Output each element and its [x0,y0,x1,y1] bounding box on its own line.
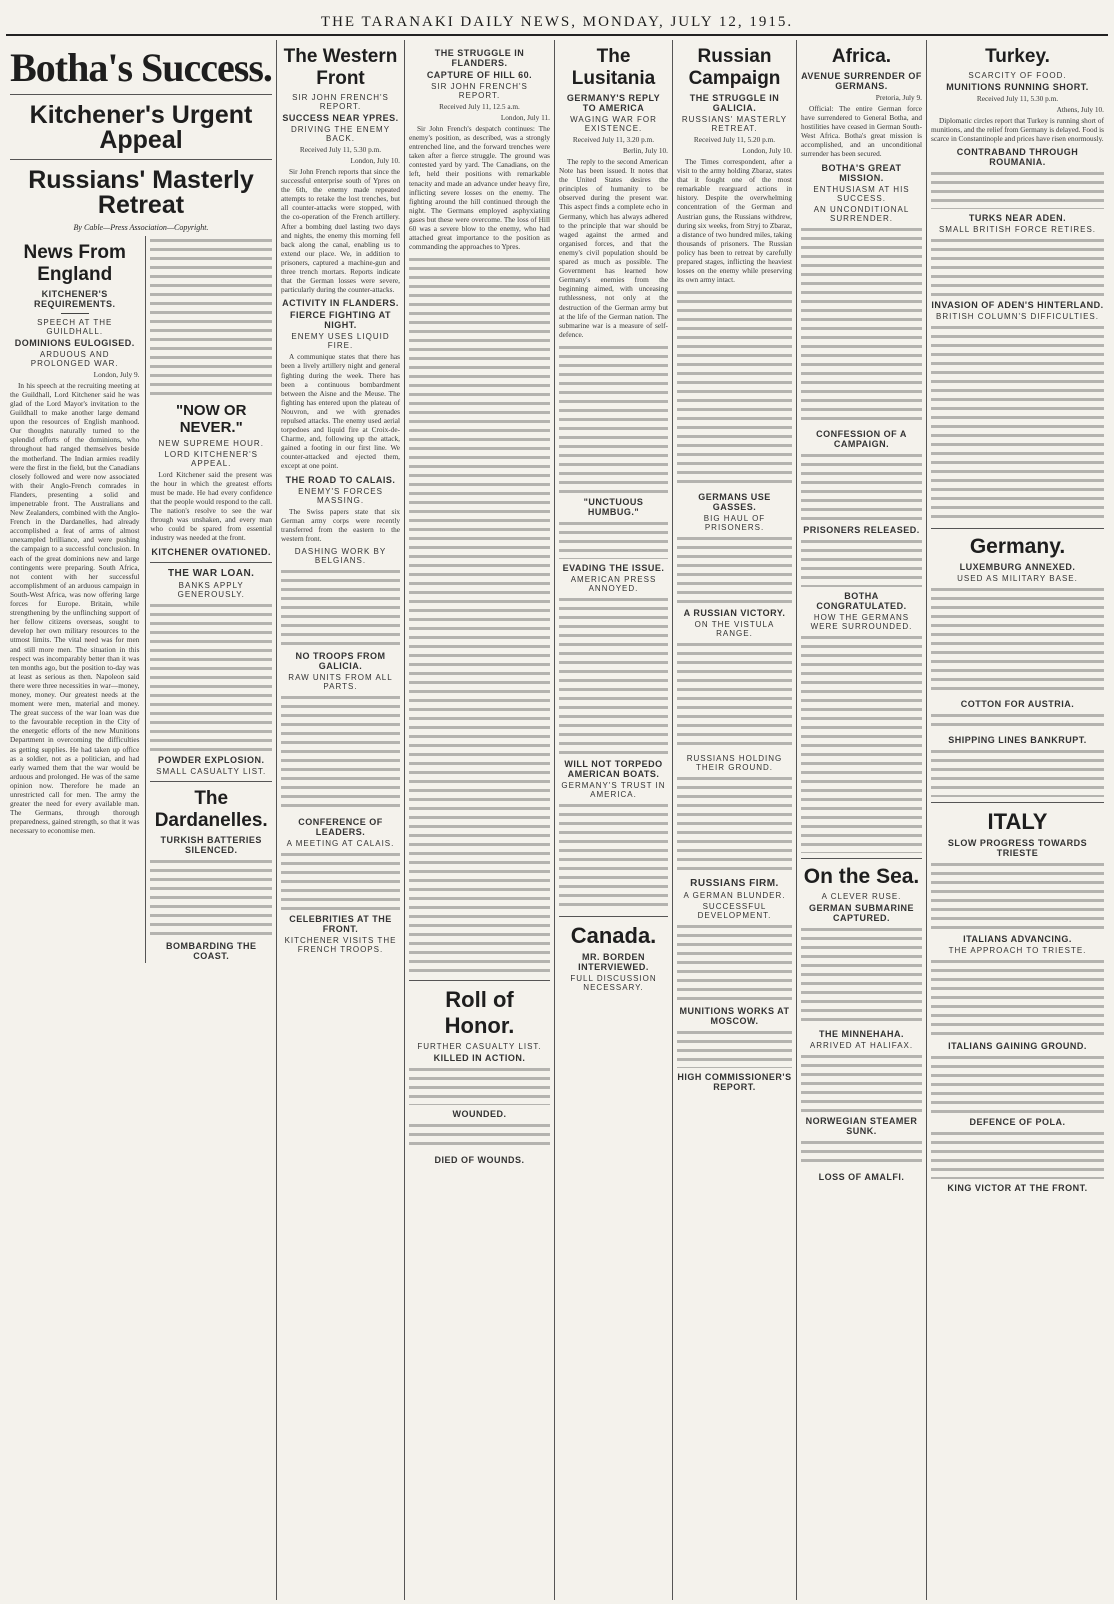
newspaper-page [6,40,1108,1600]
sub-heading: WAGING WAR FOR EXISTENCE. [570,115,657,133]
sub-heading: SCARCITY OF FOOD. [968,71,1067,80]
sub-heading: AMERICAN PRESS ANNOYED. [570,574,657,593]
sub-heading: FIERCE FIGHTING AT NIGHT. [290,310,391,331]
sub-heading: A MEETING AT CALAIS. [286,838,395,848]
article-body: Sir John French's despatch continues: The enemy's position, as described, was a strongly entrenched line, and the forward trenches were taken after a fierce struggle. The ground was contested yard by yard. The Canadians, on the left, held their positions with remarkable tenacity and made an advance under heavy fire, inflicting severe losses on the enemy. The fighting around the hill continued through the night. The Germans employed asphyxiating gases but these were overcome. The loss of Hill 60 was a severe blow to the enemy, who had attached great importance to the position as commanding the approaches to Ypres. [409,124,550,252]
headline-russians-retreat: Russians' Masterly Retreat [28,165,254,220]
article-body: Lord Kitchener said the present was the hour in which the greatest efforts must be made. He had every confidence that the people would respond to the call. The nation's resolve to see the war through was unshaken, and every man who could be spared from essential industry was needed at the front. [150,469,272,543]
sub-heading: ITALIANS ADVANCING. [963,934,1072,945]
sub-heading: A GERMAN BLUNDER. [683,891,786,901]
article-continued [677,534,792,604]
roll-of-honor-heading: Roll of Honor. [444,987,515,1039]
article-continued [677,640,792,750]
sub-heading: A RUSSIAN VICTORY. [683,608,786,619]
sub-heading: KITCHENER'S REQUIREMENTS. [33,288,116,309]
headline-bothas-success: Botha's Success. [10,45,272,90]
sub-heading: FULL DISCUSSION NECESSARY. [570,973,657,992]
article-body: Official: The entire German force have surrendered to General Botha, and hostilities have ceased in German South-West Africa. Botha's great mission is accomplished, and an unconditional surrender has been secured. [801,104,922,159]
sub-heading: LUXEMBURG ANNEXED. [959,562,1076,573]
dateline: Berlin, July 10. [623,146,668,155]
africa-heading: Africa. [831,46,892,67]
article-continued [801,537,922,587]
sub-heading: DOMINIONS EULOGISED. [14,337,135,348]
sub-heading: BIG HAUL OF PRISONERS. [703,514,766,533]
sub-heading: GERMANS USE GASSES. [698,492,771,513]
headline-kitchener-appeal: Kitchener's Urgent Appeal [29,100,253,155]
sub-heading: ON THE VISTULA RANGE. [694,620,775,639]
turkey-heading: Turkey. [985,46,1050,67]
received-line: Received July 11, 12.5 a.m. [439,102,520,111]
sub-heading: SIR JOHN FRENCH'S REPORT. [431,82,528,100]
war-loan-heading: THE WAR LOAN. [167,567,255,579]
article-continued [409,1121,550,1151]
sub-heading: WOUNDED. [452,1109,507,1120]
column-1 [6,40,276,1600]
sub-heading: PRISONERS RELEASED. [803,524,920,535]
article-body: The Times correspondent, after a visit to the army holding Zbaraz, states that it fought one of the most remarkable rearguard actions in history. Despite the overwhelming concentration of the German and Austrian guns, the Russians withdrew, during six weeks, from Stryj to Zbaraz, a distance of two hundred miles, taking thousands of prisoners. The Russian policy has been to retreat by carefully prepared stages, inflicting the heaviest losses on the enemy while preserving its own army intact. [677,157,792,285]
received-line: Received July 11, 5.30 p.m. [976,94,1059,103]
received-line: Received July 11, 3.20 p.m. [572,135,655,144]
sub-heading: INVASION OF ADEN'S HINTERLAND. [931,300,1104,311]
sub-heading: HOW THE GERMANS WERE SURROUNDED. [810,612,913,631]
sub-heading: USED AS MILITARY BASE. [957,574,1078,584]
received-line: Received July 11, 5.30 p.m. [299,145,382,154]
dateline: London, July 10. [742,146,792,155]
sub-heading: A CLEVER RUSE. [821,891,902,901]
sub-heading: SIR JOHN FRENCH'S REPORT. [292,93,389,111]
sub-heading: RAW UNITS FROM ALL PARTS. [288,672,393,691]
article-continued [409,255,550,975]
article-continued [801,633,922,853]
sub-heading: SHIPPING LINES BANKRUPT. [948,735,1087,746]
sub-heading: AVENUE SURRENDER OF GERMANS. [801,71,922,91]
sub-heading: DEFENCE OF POLA. [969,1117,1066,1128]
article-continued [931,169,1104,209]
russian-campaign-heading: Russian Campaign [688,46,781,89]
on-the-sea-heading: On the Sea. [803,864,920,888]
article-body: A communique states that there has been a lively artillery night and general fighting during the week. There has been a continuous bombardment between the Aisne and the Meuse. The fighting has entered upon the plateau of Nouvron, and we with grenades repulsed attacks. The enemy used aerial torpedoes and liquid fire at Croix-de-Charme, and, following up the attack, gained a footing in our first line. We counter-attacked and ejected them, except at one point. [281,352,400,471]
byline: By Cable—Press Association—Copyright. [73,222,209,232]
article-continued [801,225,922,425]
sub-heading: BOMBARDING THE COAST. [165,940,257,961]
article-body: The reply to the second American Note has been issued. It notes that the United States desires the principles of humanity to be observed during the present war. This aspect finds a complete echo in Germany, which has always adhered to the principle that war should be waged against the armed and organised forces, and that the enemy's civil population should be spared as much as possible. The Government has learned how Germany's enemies from the beginning aimed, with unceasing ruthlessness, not only at the destruction of the German army but at the life of the German nation. The submarine war is a measure of self-defence. [559,157,668,339]
received-line: Received July 11, 5.20 p.m. [693,135,776,144]
newspaper-title: THE TARANAKI DAILY NEWS, MONDAY, JULY 12, 1915. [320,14,794,30]
sub-heading: EVADING THE ISSUE. [562,562,665,573]
article-continued [409,1065,550,1105]
article-continued [801,451,922,521]
sub-heading: ITALIANS GAINING GROUND. [948,1041,1087,1052]
sub-heading: GERMANY'S TRUST IN AMERICA. [561,780,666,799]
article-body: The Swiss papers state that six German army corps were recently transferred from the eastern to the western front. [281,506,400,543]
column-5 [672,40,796,1600]
sub-heading: SLOW PROGRESS TOWARDS TRIESTE [947,838,1088,859]
canada-heading: Canada. [570,922,657,948]
sub-heading: ACTIVITY IN FLANDERS. [282,298,399,309]
sub-heading: ENEMY USES LIQUID FIRE. [291,332,390,351]
lusitania-heading: The Lusitania [571,46,656,89]
article-continued [559,801,668,911]
now-or-never-heading: "NOW OR NEVER." [175,401,247,436]
article-continued [931,860,1104,930]
sub-heading: AN UNCONDITIONAL SURRENDER. [813,204,910,223]
article-body: In his speech at the recruiting meeting at the Guildhall, Lord Kitchener said he was glad of the Lord Mayor's invitation to the Guildhall to make another large demand upon the resources of English manhood. Our thoughts naturally turned to the splendid efforts of the dominions, who throughout had ranged themselves beside the motherland. The Indian armies readily were the first in the field, but the Canadians closely followed and were now associated with their Anglo-French comrades in Flanders, presenting a solid and impenetrable front. The Australians and New Zealanders, combined with the Anglo-French in the Dardanelles, had already accomplished a feat of arms of almost unexampled brilliance, and were pushing the campaign to a successful conclusion. In each of the great dominions new and large contingents were preparing. South Africa, not content with her successful accomplishment of an arduous campaign in South-West Africa, was now offering large forces for Europe. Britain, while strengthening by the unflinching support of her fellow citizens overseas, sought to develop her own military resources to the utmost limits. The vital need was for men and still more men. The situation in this respect was incomparably better than it was ten months ago, but the position to-day was at least as serious as then. Napoleon said there were three necessities in war—money, money, money. Our greatest needs at the moment were men, material and money. The great success of the war loan was due to the favourable reception in the City of the energetic efforts of the new Munitions Department in overcoming the difficulties as getting supplies. He had taken up office as a soldier, not as a politician, and had early warned them that the war would be arduous and prolonged. He was of the same opinion now. Therefore he made an unrestricted call for men. The army the greater the need for every available man. The Germans, through thorough preparedness, gained strength, so that it was necessary to economise men. [10,380,140,836]
sub-heading: ENEMY'S FORCES MASSING. [298,486,383,505]
dateline: Pretoria, July 9. [875,93,922,102]
article-continued [801,1052,922,1112]
divider [801,858,922,859]
sub-heading: BRITISH COLUMN'S DIFFICULTIES. [936,312,1099,322]
sub-heading: THE STRUGGLE IN FLANDERS. [434,48,525,68]
sub-heading: FURTHER CASUALTY LIST. [417,1042,542,1052]
col1-split [10,236,272,963]
sub-heading: WILL NOT TORPEDO AMERICAN BOATS. [564,758,663,779]
sub-heading: NORWEGIAN STEAMER SUNK. [805,1115,918,1136]
dateline: London, July 11. [500,113,550,122]
sub-heading: NO TROOPS FROM GALICIA. [295,650,386,671]
col1-right [145,236,272,963]
dateline: London, July 9. [93,369,140,379]
sub-heading: TURKISH BATTERIES SILENCED. [160,834,262,855]
dardanelles-heading: The Dardanelles. [154,787,268,831]
article-continued [677,1028,792,1068]
sub-heading: BOTHA CONGRATULATED. [816,590,907,611]
article-continued [150,601,272,751]
sub-heading: GERMAN SUBMARINE CAPTURED. [808,902,914,923]
germany-heading: Germany. [969,535,1066,559]
article-continued [931,236,1104,296]
dateline: Athens, July 10. [1056,105,1104,114]
article-continued [559,343,668,493]
sub-heading: SUCCESSFUL DEVELOPMENT. [697,902,772,921]
divider [931,802,1104,803]
western-front-heading: The Western Front [283,46,398,89]
divider [150,781,272,782]
column-6 [796,40,926,1600]
article-body: Sir John French reports that since the successful enterprise south of Ypres on the 6th, the enemy made repeated attempts to retake the lost trenches, but all counter-attacks were stopped, with the co-operation of the French artillery. After a bombing duel lasting two days and nights, the enemy this morning fell back along the canal, enabling us to extend our place. We, in addition to prisoners, captured a machine-gun and three trench mortars. Reports indicate that the German losses were severe, particularly during the counter-attacks. [281,167,400,295]
sub-heading: BOTHA'S GREAT MISSION. [821,162,902,183]
divider [150,562,272,563]
article-continued [559,519,668,559]
sub-heading: MR. BORDEN INTERVIEWED. [578,951,649,972]
sub-heading: MUNITIONS WORKS AT MOSCOW. [679,1006,790,1027]
sub-heading: SMALL BRITISH FORCE RETIRES. [938,225,1097,235]
col1-left [10,236,139,963]
article-continued [281,850,400,910]
article-continued [677,288,792,488]
sub-heading: CELEBRITIES AT THE FRONT. [289,913,392,934]
sub-heading: DRIVING THE ENEMY BACK. [290,125,391,143]
sub-heading: CONTRABAND THROUGH ROUMANIA. [956,147,1079,168]
article-continued [931,1053,1104,1113]
masthead [0,0,1114,40]
sub-heading: CAPTURE OF HILL 60. [426,70,533,80]
divider [10,159,272,160]
article-continued [677,922,792,1002]
article-continued [677,774,792,874]
sub-heading: THE STRUGGLE IN GALICIA. [689,93,780,113]
column-4 [554,40,672,1600]
sub-heading: TURKS NEAR ADEN. [968,213,1067,224]
sub-heading: CONFERENCE OF LEADERS. [298,816,383,837]
sub-heading: LORD KITCHENER'S APPEAL. [164,449,258,468]
sub-heading: SMALL CASUALTY LIST. [156,766,267,776]
news-from-england-heading: News From England [23,241,126,285]
sub-heading: SUCCESS NEAR YPRES. [282,113,399,123]
divider [10,94,272,95]
article-continued [931,1129,1104,1179]
article-continued [931,711,1104,731]
article-continued [150,236,272,396]
article-continued [931,957,1104,1037]
sub-heading: THE MINNEHAHA. [819,1028,904,1039]
sub-heading: ARDUOUS AND PROLONGED WAR. [30,349,119,368]
column-2 [276,40,404,1600]
sub-heading: THE APPROACH TO TRIESTE. [948,946,1087,956]
sub-heading: KING VICTOR AT THE FRONT. [947,1183,1088,1194]
sub-heading: RUSSIANS' MASTERLY RETREAT. [681,115,788,133]
sub-heading: RUSSIANS HOLDING THEIR GROUND. [686,754,783,773]
sub-heading: KILLED IN ACTION. [433,1053,526,1064]
divider [931,528,1104,529]
article-continued [801,925,922,1025]
article-continued [931,747,1104,797]
sub-heading: KITCHENER VISITS THE FRENCH TROOPS. [284,935,397,954]
sub-heading: COTTON FOR AUSTRIA. [960,699,1075,710]
column-3 [404,40,554,1600]
sub-heading: HIGH COMMISSIONER'S REPORT. [677,1072,792,1093]
article-continued [931,585,1104,695]
divider [409,980,550,981]
sub-heading: THE ROAD TO CALAIS. [285,474,396,485]
sub-heading: LOSS OF AMALFI. [818,1171,905,1182]
article-continued [931,323,1104,523]
sub-heading: SPEECH AT THE GUILDHALL. [37,317,113,336]
article-continued [281,693,400,813]
article-continued [559,595,668,755]
sub-heading: ARRIVED AT HALIFAX. [809,1040,914,1050]
sub-heading: ENTHUSIASM AT HIS SUCCESS. [813,184,910,203]
divider [559,916,668,917]
sub-heading: MUNITIONS RUNNING SHORT. [946,82,1089,92]
sub-heading: "UNCTUOUS HUMBUG." [583,496,644,517]
article-body: Diplomatic circles report that Turkey is running short of munitions, and the relief from Germany is delayed. Food is scarce in Constantinople and prices have risen enormously. [931,116,1104,144]
article-continued [801,1138,922,1168]
sub-heading: KITCHENER OVATIONED. [151,546,272,557]
article-continued [150,857,272,937]
column-7 [926,40,1108,1600]
sub-heading: DIED OF WOUNDS. [434,1155,525,1166]
sub-heading: RUSSIANS FIRM. [690,878,779,890]
sub-heading: GERMANY'S REPLY TO AMERICA [566,93,661,113]
sub-heading: POWDER EXPLOSION. [157,754,265,765]
sub-heading: CONFESSION OF A CAMPAIGN. [816,428,907,449]
sub-heading: DASHING WORK BY BELGIANS. [294,546,387,565]
italy-heading: ITALY [987,809,1048,835]
sub-heading: BANKS APPLY GENEROUSLY. [177,580,245,599]
sub-heading: NEW SUPREME HOUR. [158,438,264,448]
dateline: London, July 10. [350,156,400,165]
dash [61,313,89,314]
article-continued [281,567,400,647]
masthead-rule [6,34,1108,36]
